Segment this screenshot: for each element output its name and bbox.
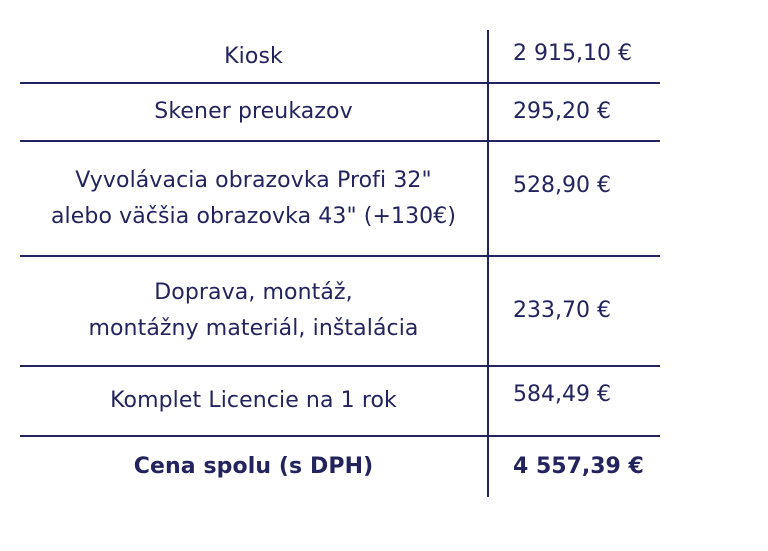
item-name-line: Vyvolávacia obrazovka Profi 32": [75, 167, 432, 193]
item-price: 233,70 €: [513, 298, 611, 323]
item-name-line: montážny materiál, inštalácia: [88, 316, 419, 341]
table-row: [20, 257, 660, 367]
total-label: Cena spolu (s DPH): [133, 454, 374, 479]
item-name-line: Skener preukazov: [154, 99, 353, 124]
total-price: 4 557,39 €: [513, 454, 644, 479]
item-price: 2 915,10 €: [513, 41, 632, 66]
table-row: [20, 367, 660, 437]
table-row: [20, 30, 660, 84]
table-row: [20, 142, 660, 257]
item-name: [20, 257, 487, 365]
item-price: 584,49 €: [513, 382, 611, 407]
item-name-line: Doprava, montáž,: [154, 280, 353, 305]
item-name: [20, 84, 487, 140]
price-table: [20, 30, 660, 497]
item-name-line: Komplet Licencie na 1 rok: [110, 388, 397, 413]
item-name: [20, 367, 487, 435]
item-price: 528,90 €: [513, 173, 611, 198]
total-row: [20, 437, 660, 497]
item-price: 295,20 €: [513, 99, 611, 124]
item-name: [20, 142, 487, 255]
table-row: [20, 84, 660, 142]
item-name-line: alebo väčšia obrazovka 43" (+130€): [50, 203, 457, 229]
item-name-line: Kiosk: [224, 44, 283, 69]
item-name: [20, 30, 487, 82]
